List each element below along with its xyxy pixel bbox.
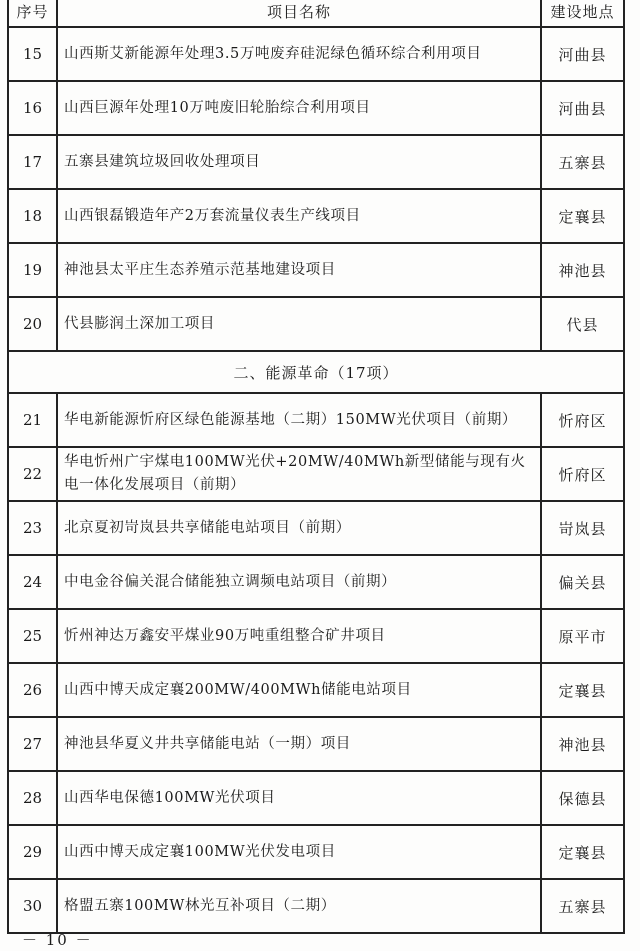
header-project-name: 项目名称 <box>57 0 541 27</box>
row-project-name: 神池县太平庄生态养殖示范基地建设项目 <box>57 243 541 297</box>
table-row <box>8 243 624 297</box>
section-title: 二、能源革命（17项） <box>8 351 624 393</box>
row-location: 五寨县 <box>541 879 624 933</box>
header-serial-number: 序号 <box>8 0 57 27</box>
table-row <box>8 447 624 501</box>
row-number: 28 <box>8 771 57 825</box>
table-row <box>8 501 624 555</box>
row-location: 定襄县 <box>541 825 624 879</box>
table-row <box>8 393 624 447</box>
row-number: 24 <box>8 555 57 609</box>
table-row <box>8 297 624 351</box>
row-number: 29 <box>8 825 57 879</box>
row-project-name: 华电忻州广宇煤电100MW光伏+20MW/40MWh新型储能与现有火电一体化发展项目（前期） <box>57 447 541 501</box>
row-location: 忻府区 <box>541 447 624 501</box>
row-project-name: 神池县华夏义井共享储能电站（一期）项目 <box>57 717 541 771</box>
row-location: 河曲县 <box>541 81 624 135</box>
row-project-name: 五寨县建筑垃圾回收处理项目 <box>57 135 541 189</box>
row-location: 神池县 <box>541 717 624 771</box>
row-project-name: 北京夏初岢岚县共享储能电站项目（前期） <box>57 501 541 555</box>
table-row <box>8 609 624 663</box>
row-location: 代县 <box>541 297 624 351</box>
table-row <box>8 189 624 243</box>
table-row <box>8 135 624 189</box>
row-location: 神池县 <box>541 243 624 297</box>
row-project-name: 山西银磊锻造年产2万套流量仪表生产线项目 <box>57 189 541 243</box>
row-number: 21 <box>8 393 57 447</box>
row-project-name: 中电金谷偏关混合储能独立调频电站项目（前期） <box>57 555 541 609</box>
page-number: － 10 － <box>22 931 93 949</box>
row-number: 19 <box>8 243 57 297</box>
table-row <box>8 717 624 771</box>
row-location: 五寨县 <box>541 135 624 189</box>
row-location: 保德县 <box>541 771 624 825</box>
table-row <box>8 81 624 135</box>
project-table <box>7 0 625 934</box>
table-row <box>8 663 624 717</box>
row-location: 忻府区 <box>541 393 624 447</box>
row-project-name: 山西中博天成定襄200MW/400MWh储能电站项目 <box>57 663 541 717</box>
row-location: 定襄县 <box>541 663 624 717</box>
table-row <box>8 825 624 879</box>
row-project-name: 山西华电保德100MW光伏项目 <box>57 771 541 825</box>
row-number: 16 <box>8 81 57 135</box>
row-number: 20 <box>8 297 57 351</box>
row-project-name: 山西中博天成定襄100MW光伏发电项目 <box>57 825 541 879</box>
table-row <box>8 27 624 81</box>
section-header-row <box>8 351 624 393</box>
row-project-name: 华电新能源忻府区绿色能源基地（二期）150MW光伏项目（前期） <box>57 393 541 447</box>
row-number: 23 <box>8 501 57 555</box>
table-row <box>8 879 624 933</box>
row-project-name: 忻州神达万鑫安平煤业90万吨重组整合矿井项目 <box>57 609 541 663</box>
row-number: 22 <box>8 447 57 501</box>
row-number: 18 <box>8 189 57 243</box>
row-location: 原平市 <box>541 609 624 663</box>
row-number: 26 <box>8 663 57 717</box>
row-project-name: 代县膨润土深加工项目 <box>57 297 541 351</box>
row-location: 定襄县 <box>541 189 624 243</box>
row-project-name: 山西巨源年处理10万吨废旧轮胎综合利用项目 <box>57 81 541 135</box>
row-project-name: 山西斯艾新能源年处理3.5万吨废弃硅泥绿色循环综合利用项目 <box>57 27 541 81</box>
row-number: 15 <box>8 27 57 81</box>
table-header-row <box>8 0 624 27</box>
row-number: 17 <box>8 135 57 189</box>
row-project-name: 格盟五寨100MW林光互补项目（二期） <box>57 879 541 933</box>
table-row <box>8 771 624 825</box>
row-location: 岢岚县 <box>541 501 624 555</box>
row-location: 偏关县 <box>541 555 624 609</box>
row-number: 30 <box>8 879 57 933</box>
table-row <box>8 555 624 609</box>
header-location: 建设地点 <box>541 0 624 27</box>
row-number: 27 <box>8 717 57 771</box>
row-number: 25 <box>8 609 57 663</box>
row-location: 河曲县 <box>541 27 624 81</box>
